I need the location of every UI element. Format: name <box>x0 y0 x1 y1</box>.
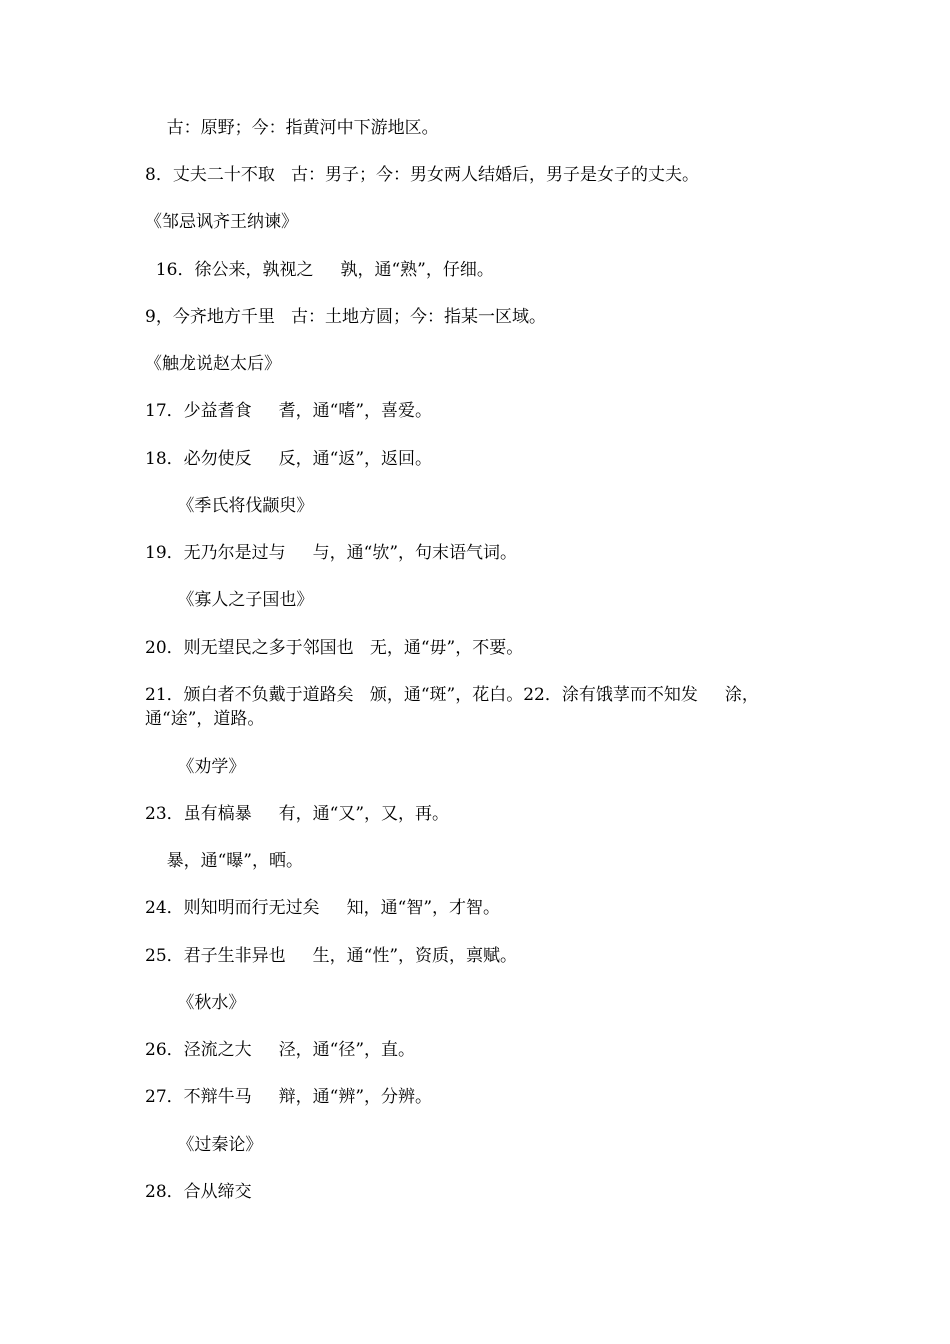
section-heading: 《寡人之子国也》 <box>145 590 314 610</box>
text-line: 26．泾流之大 泾，通“径”，直。 <box>145 1040 416 1060</box>
text-line: 23．虽有槁暴 有，通“又”，又，再。 <box>145 804 450 824</box>
text-paragraph: 21．颁白者不负戴于道路矣 颁，通“斑”，花白。22．涂有饿莩而不知发 涂，通“途”，道路。 <box>145 685 759 729</box>
section-heading: 《秋水》 <box>145 993 246 1013</box>
section-heading: 《季氏将伐颛臾》 <box>145 496 314 516</box>
text-line: 古：原野；今：指黄河中下游地区。 <box>145 118 439 138</box>
text-line: 27．不辩牛马 辩，通“辨”，分辨。 <box>145 1087 433 1107</box>
text-line: 9，今齐地方千里 古：土地方圆；今：指某一区域。 <box>145 307 547 327</box>
text-line: 16．徐公来，孰视之 孰，通“熟”，仔细。 <box>145 260 494 280</box>
section-heading: 《邹忌讽齐王纳谏》 <box>145 212 298 232</box>
text-line: 17．少益耆食 耆，通“嗜”，喜爱。 <box>145 401 433 421</box>
text-line: 暴，通“曝”，晒。 <box>145 851 303 871</box>
text-line: 8．丈夫二十不取 古：男子；今：男女两人结婚后，男子是女子的丈夫。 <box>145 165 700 185</box>
text-line: 20．则无望民之多于邻国也 无，通“毋”，不要。 <box>145 638 524 658</box>
section-heading: 《触龙说赵太后》 <box>145 354 281 374</box>
text-line: 28．合从缔交 <box>145 1182 252 1202</box>
section-heading: 《过秦论》 <box>145 1135 263 1155</box>
text-line: 25．君子生非异也 生，通“性”，资质，禀赋。 <box>145 946 518 966</box>
text-line: 18．必勿使反 反，通“返”，返回。 <box>145 449 433 469</box>
section-heading: 《劝学》 <box>145 757 246 777</box>
text-line: 19．无乃尔是过与 与，通“欤”，句末语气词。 <box>145 543 518 563</box>
text-line: 24．则知明而行无过矣 知，通“智”，才智。 <box>145 898 501 918</box>
